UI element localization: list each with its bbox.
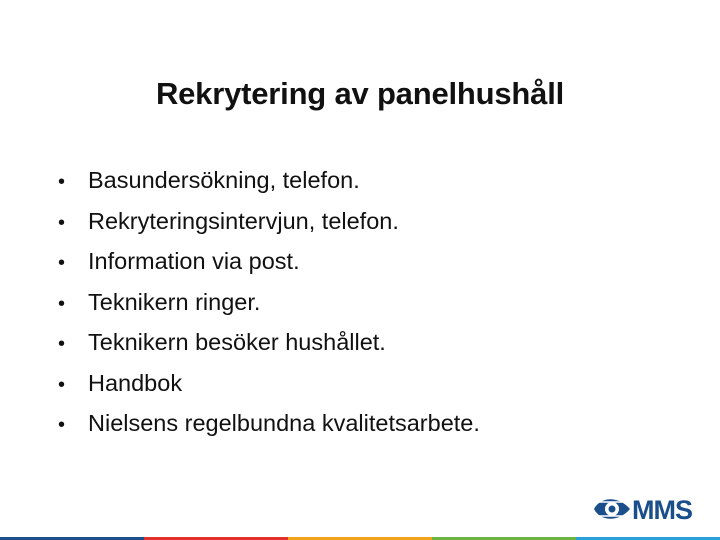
bullet-dot: • xyxy=(58,292,66,315)
mms-logo xyxy=(592,489,708,529)
bullet-item xyxy=(58,363,480,404)
bullet-dot: • xyxy=(58,373,66,396)
bullet-text: Rekryteringsintervjun, telefon. xyxy=(88,207,399,234)
bullet-text: Handbok xyxy=(88,369,183,396)
bullet-dot: • xyxy=(58,171,66,193)
bullet-item xyxy=(58,282,480,323)
bullet-list xyxy=(58,160,480,444)
bullet-text: Basundersökning, telefon. xyxy=(88,167,360,193)
bullet-item xyxy=(58,403,480,444)
bullet-text: Teknikern ringer. xyxy=(88,288,261,315)
bullet-item xyxy=(58,201,480,242)
bullet-text: Information via post. xyxy=(88,248,300,274)
mms-logo-wordmark: MMS xyxy=(632,495,692,525)
bullet-dot: • xyxy=(58,333,66,355)
bullet-item xyxy=(58,322,480,363)
bullet-item xyxy=(58,160,480,201)
bullet-text: Nielsens regelbundna kvalitetsarbete. xyxy=(88,410,480,436)
bullet-dot: • xyxy=(58,211,66,234)
bullet-dot: • xyxy=(58,252,66,274)
slide-title: Rekrytering av panelhushåll xyxy=(155,76,565,111)
bullet-dot: • xyxy=(58,414,66,436)
mms-eye-logo-icon xyxy=(594,499,630,519)
bullet-text: Teknikern besöker hushållet. xyxy=(88,329,386,355)
bullet-item xyxy=(58,241,480,282)
